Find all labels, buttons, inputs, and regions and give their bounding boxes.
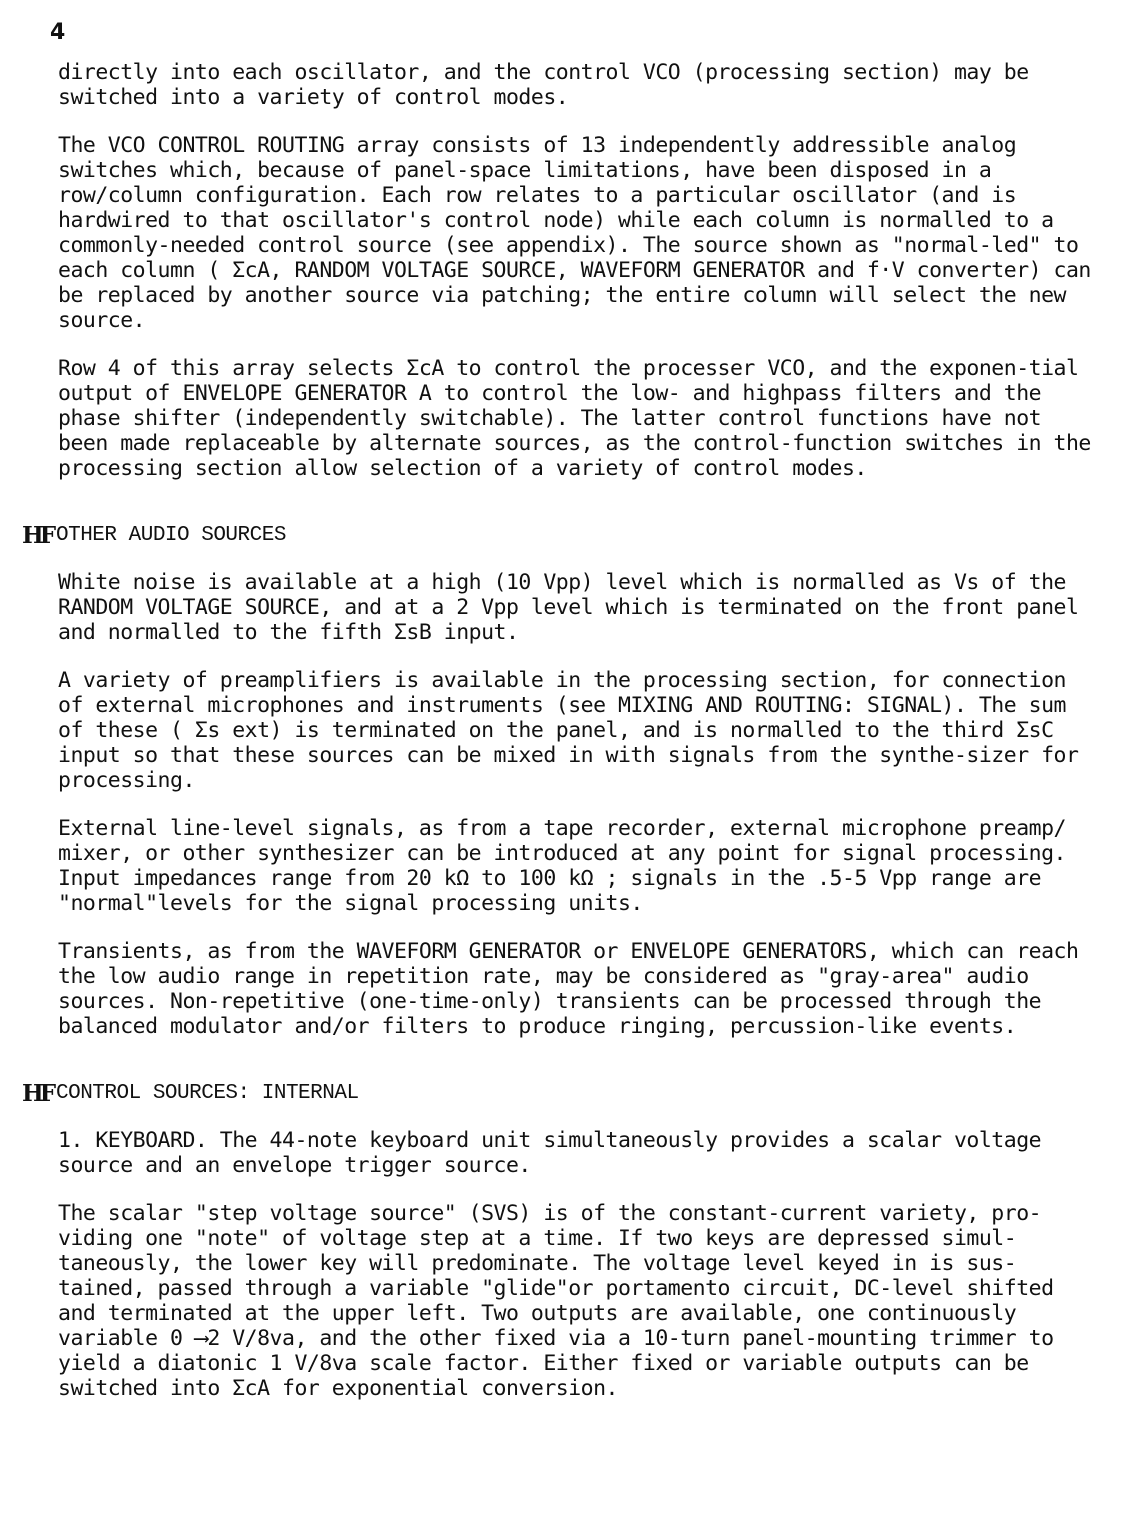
- paragraph-keyboard: 1. KEYBOARD. The 44-note keyboard unit simultaneously provides a scalar voltage source and an envelope trigger source.: [58, 1128, 1042, 1178]
- section-mark-icon: HF: [22, 1079, 53, 1107]
- paragraph-svs: The scalar "step voltage source" (SVS) is of the constant-current variety, pro-viding one "note" of voltage step at a time. If two keys are depressed simul-taneously, the lower key will predominate. The voltage level keyed in is sus-tained, passed through a variable "glide"or portamento circuit, DC-level shifted and terminated at the upper left. Two outputs are available, one continuously variable 0 ⟶2 V/8va, and the other fixed via a 10-turn panel-mounting trimmer to yield a diatonic 1 V/8va scale factor. Either fixed or variable outputs can be switched into ΣcA for exponential conversion.: [58, 1201, 1054, 1401]
- paragraph-preamplifiers: A variety of preamplifiers is available in the processing section, for connection of external microphones and instruments (see MIXING AND ROUTING: SIGNAL). The sum of these ( Σs ext) is terminated on the panel, and is normalled to the third ΣsC input so that these sources can be mixed in with signals from the synthe-sizer for processing.: [58, 668, 1079, 793]
- page-number: 4: [50, 20, 66, 45]
- section-heading-control: [22, 1081, 1098, 1106]
- paragraph-white-noise: White noise is available at a high (10 Vpp) level which is normalled as Vs of the RANDOM VOLTAGE SOURCE, and at a 2 Vpp level which is terminated on the front panel and normalled to the fifth ΣsB input.: [58, 570, 1079, 645]
- paragraph-line-level: External line-level signals, as from a tape recorder, external microphone preamp/ mixer, or other synthesizer can be introduced at any point for signal processing. Input impedances range from 20 kΩ to 100 kΩ ; signals in the .5-5 Vpp range are "normal"levels for the signal processing units.: [58, 816, 1066, 916]
- paragraph-continuation: directly into each oscillator, and the control VCO (processing section) may be switched into a variety of control modes.: [58, 60, 1029, 110]
- section-mark-icon: HF: [22, 521, 53, 549]
- paragraph-row-4: Row 4 of this array selects ΣcA to control the processer VCO, and the exponen-tial output of ENVELOPE GENERATOR A to control the low- and highpass filters and the phase shifter (independently switchable). The latter control functions have not been made replaceable by alternate sources, as the control-function switches in the processing section allow selection of a variety of control modes.: [58, 356, 1091, 481]
- section-heading-control-text: CONTROL SOURCES: INTERNAL: [56, 1082, 359, 1105]
- page-content: [22, 60, 1098, 1424]
- section-heading-audio-text: OTHER AUDIO SOURCES: [56, 524, 286, 547]
- section-heading-audio: [22, 523, 1098, 548]
- paragraph-transients: Transients, as from the WAVEFORM GENERATOR or ENVELOPE GENERATORS, which can reach the low audio range in repetition rate, may be considered as "gray-area" audio sources. Non-repetitive (one-time-only) transients can be processed through the balanced modulator and/or filters to produce ringing, percussion-like events.: [58, 939, 1079, 1039]
- paragraph-vco-routing: The VCO CONTROL ROUTING array consists of 13 independently addressible analog switches which, because of panel-space limitations, have been disposed in a row/column configuration. Each row relates to a particular oscillator (and is hardwired to that oscillator's control node) while each column is normalled to a commonly-needed control source (see appendix). The source shown as "normal-led" to each column ( ΣcA, RANDOM VOLTAGE SOURCE, WAVEFORM GENERATOR and f·V converter) can be replaced by another source via patching; the entire column will select the new source.: [58, 133, 1091, 333]
